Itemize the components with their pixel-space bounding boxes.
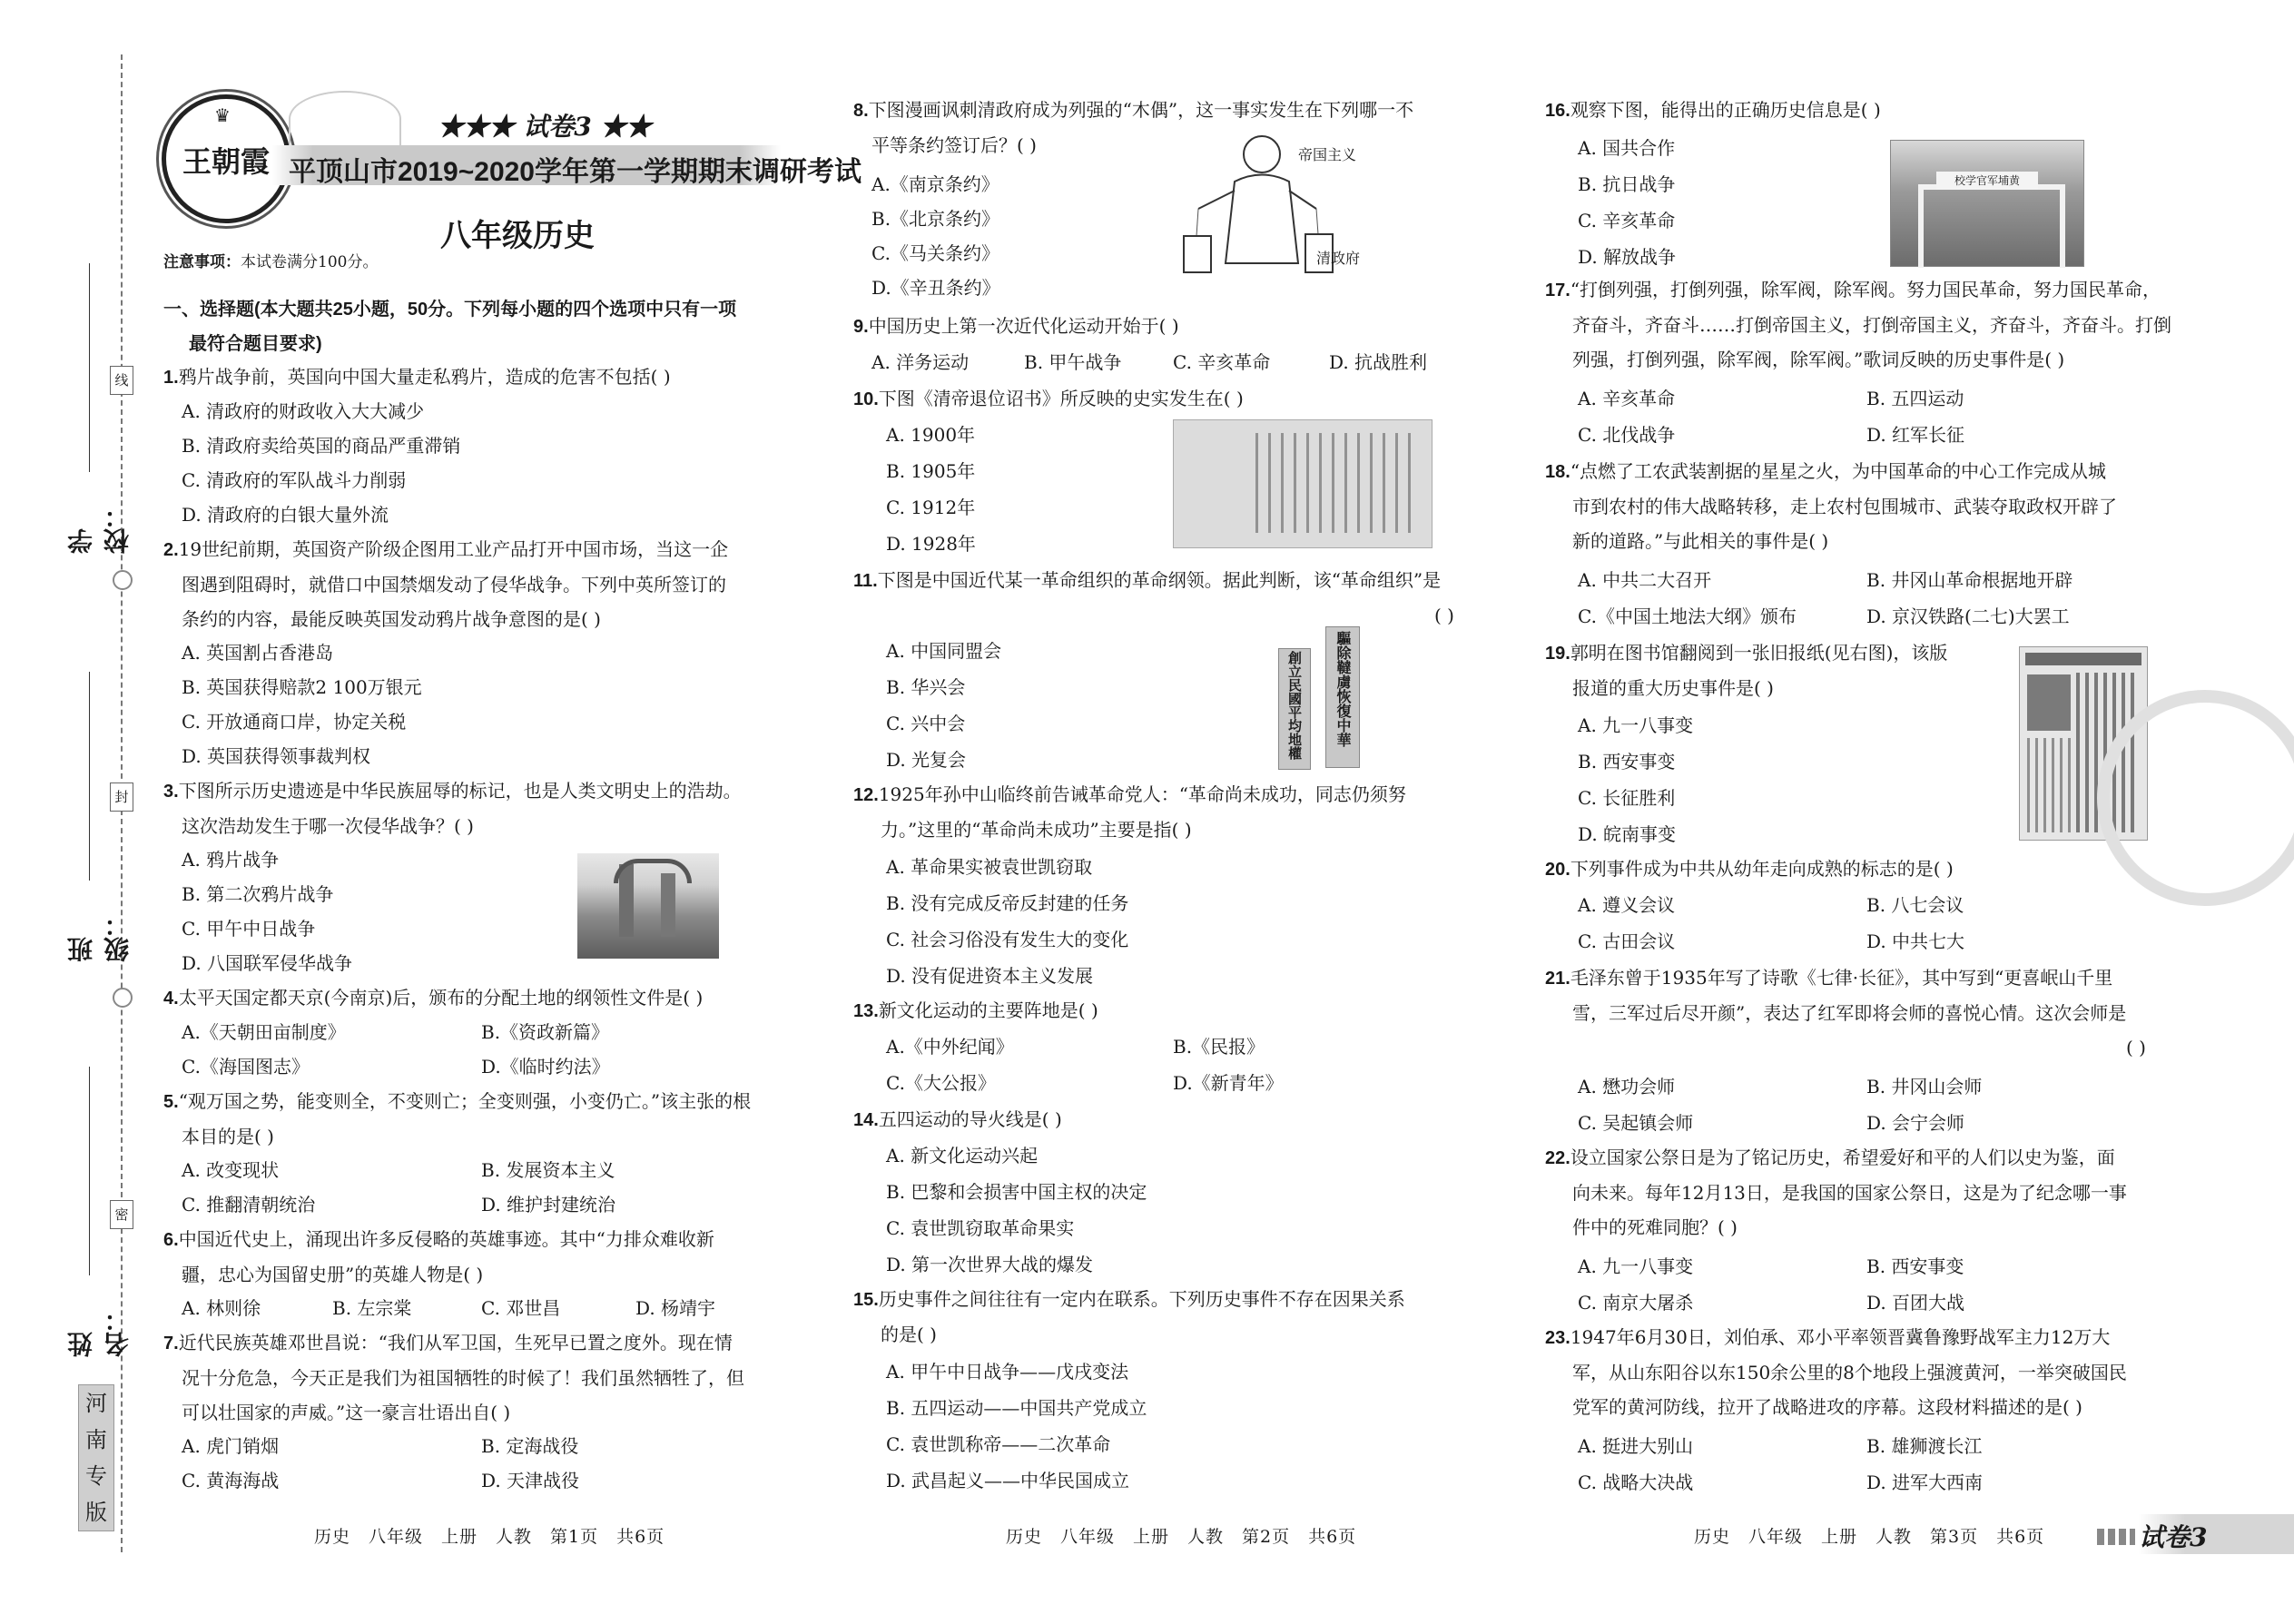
option[interactable]: D. 抗战胜利 [1329,351,1428,373]
option[interactable]: D. 会宁会师 [1866,1112,1965,1134]
page-footer: 历史 八年级 上册 人教 第2页 共6页 [1006,1527,1357,1547]
class-label: 班级： [66,911,133,962]
option[interactable]: B. 华兴会 [886,676,966,698]
question-number: 18. [1545,462,1570,482]
question-line: 况十分危急，今天正是我们为祖国牺牲的时候了！我们虽然牺牲了，但 [182,1367,744,1389]
question-line: 下图漫画讽刺清政府成为列强的“木偶”，这一事实发生在下列哪一不 [868,99,1414,121]
seal-mark-feng: 封 [110,782,133,812]
option[interactable]: A. 英国割占香港岛 [182,642,334,664]
question-stem: 观察下图，能得出的正确历史信息是( ) [1570,99,1881,121]
option[interactable]: B. 没有完成反帝反封建的任务 [886,892,1129,914]
question-1 [163,359,671,395]
question-number: 13. [853,1001,879,1021]
question-line: 的是( ) [881,1324,937,1345]
option[interactable]: C. 袁世凯称帝——二次革命 [886,1433,1111,1455]
question-number: 16. [1545,101,1570,121]
question-20 [1545,851,1954,887]
question-line: 雪，三军过后尽开颜”，表达了红军即将会师的喜悦心情。这次会师是 [1572,1002,2127,1024]
option[interactable]: D. 武昌起义——中华民国成立 [886,1470,1130,1491]
question-line: 向未来。每年12月13日，是我国的国家公祭日，这是为了纪念哪一事 [1572,1182,2127,1204]
option[interactable]: C.《马关条约》 [871,242,999,264]
footer-badge [2139,1514,2294,1554]
question-3 [163,773,742,843]
question-stem: 五四运动的导火线是( ) [878,1108,1062,1130]
question-9 [853,309,1179,344]
option[interactable]: C. 长征胜利 [1578,787,1676,809]
option[interactable]: A. 改变现状 [182,1159,280,1181]
question-line: 1925年孙中山临终前告诫革命党人：“革命尚未成功，同志仍须努 [878,783,1406,805]
option[interactable]: A. 革命果实被袁世凯窃取 [886,856,1093,878]
option[interactable]: C. 开放通商口岸，协定关税 [182,711,407,733]
option[interactable]: B. 西安事变 [1578,751,1676,773]
seal-mark-mi: 密 [110,1200,133,1229]
option[interactable]: A. 辛亥革命 [1578,388,1676,409]
question-line: 疆，忠心为国留史册”的英雄人物是( ) [182,1264,484,1285]
option[interactable]: C. 袁世凯窃取革命果实 [886,1217,1075,1239]
option[interactable]: B. 西安事变 [1866,1255,1964,1277]
watermark-seal-icon [2097,690,2294,906]
question-15 [853,1282,1405,1352]
question-number: 21. [1545,969,1570,989]
abdication-edict-image [1173,419,1433,548]
question-number: 10. [853,389,879,409]
option[interactable]: B. 井冈山革命根据地开辟 [1866,569,2073,591]
question-10 [853,381,1244,417]
option[interactable]: A. 洋务运动 [871,351,970,373]
option[interactable]: D.《临时约法》 [481,1056,610,1078]
newspaper-photo [2027,674,2071,731]
ribbon-decoration [289,91,401,147]
question-number: 23. [1545,1328,1570,1348]
option[interactable]: A. 中国同盟会 [886,640,1002,662]
option[interactable]: B.《民报》 [1173,1036,1265,1058]
question-line: ( ) [2126,1037,2146,1058]
section-heading-line: 一、选择题(本大题共25小题，50分。下列每小题的四个选项中只有一项 [163,300,737,320]
question-number: 12. [853,785,879,805]
question-number: 17. [1545,281,1570,300]
question-number: 20. [1545,860,1570,880]
option[interactable]: D. 杨靖宇 [635,1297,716,1319]
option[interactable]: A. 虎门销烟 [182,1435,280,1457]
newspaper-columns [2027,738,2072,832]
question-line: 新的道路。”与此相关的事件是( ) [1572,530,1829,552]
option[interactable]: A. 九一八事变 [1578,1255,1694,1277]
notice-text: 本试卷满分100分。 [241,253,379,271]
option[interactable]: C. 甲午中日战争 [182,918,316,940]
option[interactable]: C. 邓世昌 [481,1297,561,1319]
question-line: “观万国之势，能变则全，不变则亡；全变则强，小变仍亡。”该主张的根 [178,1090,752,1112]
option[interactable]: D. 天津战役 [481,1470,580,1491]
option[interactable]: D. 英国获得领事裁判权 [182,745,371,767]
question-stem: 太平天国定都天京(今南京)后，颁布的分配土地的纲领性文件是( ) [178,987,704,1009]
option[interactable]: D. 1928年 [886,533,976,555]
question-21 [1545,960,2146,1065]
notice-label: 注意事项： [163,253,241,271]
option[interactable]: C. 推翻清朝统治 [182,1194,316,1216]
question-line: 军，从山东阳谷以东150余公里的8个地段上强渡黄河，一举突破国民 [1572,1362,2127,1383]
option[interactable]: D. 清政府的白银大量外流 [182,504,389,526]
question-23 [1545,1320,2127,1424]
option[interactable]: D. 八国联军侵华战争 [182,952,353,974]
option[interactable]: C. 南京大屠杀 [1578,1292,1694,1314]
option[interactable]: C. 兴中会 [886,713,966,734]
series-label: ★★★ 试卷3 ★★ [438,112,652,142]
option[interactable]: C.《大公报》 [886,1072,996,1094]
question-number: 14. [853,1110,879,1130]
option[interactable]: C. 1912年 [886,497,976,518]
question-line: 这次浩劫发生于哪一次侵华战争？( ) [182,815,474,837]
question-line: 设立国家公祭日是为了铭记历史，希望爱好和平的人们以史为鉴，面 [1570,1147,2115,1168]
name-label: 姓名： [66,1306,133,1357]
school-field[interactable] [64,263,133,554]
question-number: 3. [163,782,179,802]
name-field[interactable] [64,1067,133,1357]
binding-hole-icon [113,988,133,1008]
option[interactable]: A. 鸦片战争 [182,849,280,871]
option[interactable]: C. 辛亥革命 [1173,351,1271,373]
option[interactable]: C. 黄海海战 [182,1470,280,1491]
edict-script [1255,433,1419,533]
option[interactable]: C.《中国土地法大纲》颁布 [1578,605,1797,627]
option[interactable]: B. 英国获得赔款2 100万银元 [182,676,422,698]
question-2 [163,532,728,636]
whampoa-gate-photo [1890,140,2084,267]
option[interactable]: A. 清政府的财政收入大大减少 [182,400,425,422]
option[interactable]: A. 中共二大召开 [1578,569,1712,591]
question-6 [163,1222,714,1292]
question-12 [853,777,1406,847]
question-line: 齐奋斗，齐奋斗……打倒帝国主义，打倒帝国主义，齐奋斗，齐奋斗。打倒 [1572,314,2171,336]
couplet-right-text: 驅除韃虜恢復中華 [1334,631,1352,747]
option[interactable]: D. 光复会 [886,749,967,771]
page-footer: 历史 八年级 上册 人教 第1页 共6页 [314,1527,665,1547]
option[interactable]: C. 吴起镇会师 [1578,1112,1694,1134]
logo-text: 王朝霞 [182,144,270,179]
option[interactable]: C. 清政府的军队战斗力削弱 [182,469,407,491]
edition-char: 南 [85,1427,107,1452]
logo [162,94,290,223]
question-4 [163,980,703,1016]
option[interactable]: A. 遵义会议 [1578,894,1676,916]
gate-sign: 校学官军埔黄 [1936,172,2038,190]
option[interactable]: C. 北伐战争 [1578,424,1676,446]
option[interactable]: B. 巴黎和会损害中国主权的决定 [886,1181,1147,1203]
couplet-right [1325,626,1360,768]
edition-char: 专 [85,1463,107,1489]
question-line: 下图是中国近代某一革命组织的革命纲领。据此判断，该“革命组织”是 [877,569,1442,591]
question-line: 郭明在图书馆翻阅到一张旧报纸(见右图)，该版 [1570,642,1948,664]
option[interactable]: D. 解放战争 [1578,246,1677,268]
puppet-cartoon [1171,127,1407,281]
notice [163,249,378,271]
question-7 [163,1325,744,1430]
question-19 [1545,635,1947,705]
edition-char: 版 [85,1500,107,1525]
school-label: 学校： [66,503,133,554]
option[interactable]: D. 京汉铁路(二七)大罢工 [1866,605,2070,627]
question-number: 1. [163,368,179,388]
option[interactable]: C.《海国图志》 [182,1056,310,1078]
footer-squares-icon [2097,1529,2135,1545]
question-line: 市到农村的伟大战略转移，走上农村包围城市、武装夺取政权开辟了 [1572,496,2117,517]
option[interactable]: D.《辛丑条约》 [871,277,1000,299]
option[interactable]: A. 挺进大别山 [1578,1435,1694,1457]
option[interactable]: A. 懋功会师 [1578,1076,1676,1097]
question-number: 15. [853,1290,879,1310]
binding-margin [0,0,154,1624]
option[interactable]: B.《资政新篇》 [481,1021,610,1043]
question-line: 报道的重大历史事件是( ) [1572,677,1774,699]
question-line: 件中的死难同胞？( ) [1572,1216,1738,1238]
option[interactable]: B. 发展资本主义 [481,1159,615,1181]
option[interactable]: A. 新文化运动兴起 [886,1145,1039,1166]
question-line: 图遇到阻碍时，就借口中国禁烟发动了侵华战争。下列中英所签订的 [182,574,726,595]
option[interactable]: B. 五四运动 [1866,388,1964,409]
cartoon-drawing [1171,127,1407,281]
question-17 [1545,272,2171,377]
cartoon-label-imperialism: 帝国主义 [1298,146,1357,163]
option[interactable]: D. 没有促进资本主义发展 [886,965,1094,987]
edition-badge [78,1384,114,1531]
edition-char: 河 [85,1391,107,1416]
option[interactable]: B. 左宗棠 [332,1297,412,1319]
footer-badge-text: 试卷3 [2139,1522,2208,1552]
seal-mark-xian: 线 [110,366,133,395]
option[interactable]: A. 甲午中日战争——戊戌变法 [886,1361,1129,1383]
question-stem: 下图《清帝退位诏书》所反映的史实发生在( ) [878,388,1244,409]
question-line: 平等条约签订后？( ) [871,134,1037,156]
option[interactable]: B.《北京条约》 [871,208,1000,230]
question-line: 1947年6月30日，刘伯承、邓小平率领晋冀鲁豫野战军主力12万大 [1570,1326,2111,1348]
class-field[interactable] [64,672,133,962]
option[interactable]: B. 1905年 [886,460,976,482]
question-number: 7. [163,1334,179,1353]
option[interactable]: C. 古田会议 [1578,930,1676,952]
option[interactable]: D. 中共七大 [1866,930,1965,952]
question-number: 2. [163,540,179,560]
option[interactable]: A.《南京条约》 [871,173,999,195]
question-number: 8. [853,101,869,121]
question-line: 条约的内容，最能反映英国发动鸦片战争意图的是( ) [182,608,601,630]
question-line: “点燃了工农武装割据的星星之火，为中国革命的中心工作完成从城 [1570,460,2107,482]
option[interactable]: B. 抗日战争 [1578,173,1676,195]
series-text: 试卷3 [523,112,592,142]
crown-icon: ♛ [214,104,231,126]
option[interactable]: D. 红军长征 [1866,424,1965,446]
option[interactable]: B. 定海战役 [481,1435,579,1457]
option[interactable]: A. 国共合作 [1578,137,1676,159]
question-line: 可以壮国家的声威。”这一豪言壮语出自( ) [182,1402,511,1423]
class-blank [89,672,90,881]
question-number: 5. [163,1092,179,1112]
question-line: 党军的黄河防线，拉开了战略进攻的序幕。这段材料描述的是( ) [1572,1396,2082,1418]
option[interactable]: B. 第二次鸦片战争 [182,883,334,905]
question-line: 历史事件之间往往有一定内在联系。下列历史事件不存在因果关系 [878,1288,1405,1310]
question-line: 本目的是( ) [182,1126,274,1147]
ruins-photo [577,853,719,959]
question-line: 力。”这里的“革命尚未成功”主要是指( ) [881,819,1192,841]
section-heading-line: 最符合题目要求) [189,334,322,354]
ruins-arch [614,859,692,883]
question-line: 中国近代史上，涌现出许多反侵略的英雄事迹。其中“力排众难收新 [178,1228,714,1250]
option[interactable]: B. 甲午战争 [1024,351,1122,373]
question-number: 11. [853,571,878,591]
option[interactable]: B. 五四运动——中国共产党成立 [886,1397,1147,1419]
question-16 [1545,93,1881,128]
cartoon-label-qing: 清政府 [1316,250,1361,267]
question-11 [853,563,1454,633]
option[interactable]: C. 辛亥革命 [1578,210,1676,231]
question-number: 9. [853,317,869,337]
couplet-left-text: 創立民國平均地權 [1286,651,1303,760]
couplet-left [1278,648,1311,770]
question-line: ( ) [1434,605,1454,626]
option[interactable]: B. 井冈山会师 [1866,1076,1983,1097]
question-line: 下图所示历史遗迹是中华民族屈辱的标记，也是人类文明史上的浩劫。 [178,780,742,802]
question-line: 列强，打倒列强，除军阀，除军阀。”歌词反映的历史事件是( ) [1572,349,2065,370]
option[interactable]: D. 维护封建统治 [481,1194,616,1216]
option[interactable]: D. 进军大西南 [1866,1471,1984,1493]
school-blank [89,263,90,472]
question-stem: 中国历史上第一次近代化运动开始于( ) [868,315,1179,337]
question-22 [1545,1140,2127,1245]
option[interactable]: A. 九一八事变 [1578,714,1694,736]
question-number: 19. [1545,644,1570,664]
question-line: 近代民族英雄邓世昌说：“我们从军卫国，生死早已置之度外。现在情 [178,1332,733,1353]
question-13 [853,993,1098,1029]
section-heading [163,292,736,361]
option[interactable]: A. 1900年 [886,424,976,446]
option[interactable]: D. 皖南事变 [1578,823,1677,845]
option[interactable]: D. 第一次世界大战的爆发 [886,1254,1094,1275]
option[interactable]: D.《新青年》 [1173,1072,1284,1094]
name-blank [89,1067,90,1275]
option[interactable]: A. 林则徐 [182,1297,261,1319]
option[interactable]: B. 清政府卖给英国的商品严重滞销 [182,435,461,457]
page-footer: 历史 八年级 上册 人教 第3页 共6页 [1694,1527,2045,1547]
newspaper-masthead [2025,653,2141,665]
question-number: 6. [163,1230,179,1250]
option[interactable]: B. 雄狮渡长江 [1866,1435,1983,1457]
binding-hole-icon [113,570,133,590]
question-line: 毛泽东曾于1935年写了诗歌《七律·长征》，其中写到“更喜岷山千里 [1570,967,2113,989]
gate-arch [1918,184,2065,268]
option[interactable]: C. 社会习俗没有发生大的变化 [886,929,1129,950]
exam-title: 平顶山市2019~2020学年第一学期期末调研考试 [289,157,861,187]
question-stem: 新文化运动的主要阵地是( ) [878,999,1098,1021]
option[interactable]: B. 八七会议 [1866,894,1964,916]
option[interactable]: A.《天朝田亩制度》 [182,1021,346,1043]
option[interactable]: A.《中外纪闻》 [886,1036,1014,1058]
option[interactable]: C. 战略大决战 [1578,1471,1694,1493]
question-stem: 下列事件成为中共从幼年走向成熟的标志的是( ) [1570,858,1954,880]
subject-title: 八年级历史 [440,219,595,253]
question-number: 22. [1545,1148,1570,1168]
question-5 [163,1084,751,1154]
option[interactable]: D. 百团大战 [1866,1292,1965,1314]
question-14 [853,1102,1062,1137]
question-number: 4. [163,989,179,1009]
question-18 [1545,454,2117,558]
question-line: 19世纪前期，英国资产阶级企图用工业产品打开中国市场，当这一企 [178,538,729,560]
question-line: “打倒列强，打倒列强，除军阀，除军阀。努力国民革命，努力国民革命， [1570,279,2161,300]
question-stem: 鸦片战争前，英国向中国大量走私鸦片，造成的危害不包括( ) [178,366,671,388]
